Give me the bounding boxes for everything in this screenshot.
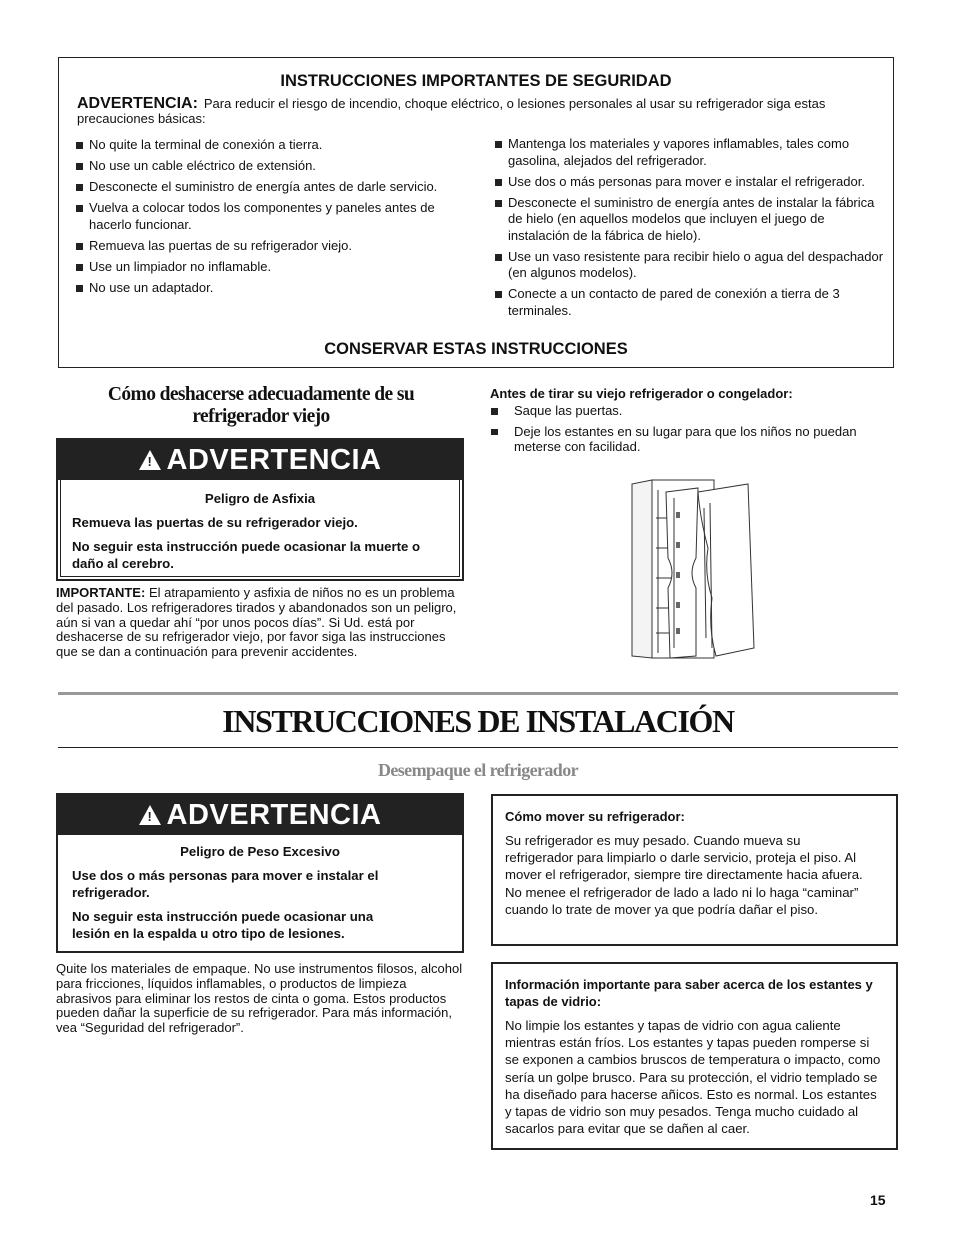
unpack-subtitle: Desempaque el refrigerador [377,760,578,780]
safety-footer: CONSERVAR ESTAS INSTRUCCIONES [324,340,628,358]
important-text: El atrapamiento y asfixia de niños no es un problema del pasado. Los refrigeradores tirados y abandonados son un peligro, aún si van a quedar ahí “por unos pocos días”. Si Ud. está por deshacerse de su refrigerador viejo, por favor siga las instrucciones que se dan a continuación para prevenir accidentes. [56,585,457,660]
warning-lead: ADVERTENCIA: [77,95,198,112]
warning-text: Para reducir el riesgo de incendio, choque eléctrico, o lesiones personales al usar su refrigerador siga estas precauciones básicas: [77,96,826,126]
glass-text: No limpie los estantes y tapas de vidrio con agua caliente mientras están fríos. Los estantes y tapas pueden romperse si se exponen a cambios bruscos de temperatura o impacto, como sería un golpe brusco. Para su protección, el vidrio templado se ha diseñado para hacerse añicos. Esto es normal. Los estantes y tapas de vidrio son muy pesados. Tenga mucho cuidado al sacarlos para evitar que se dañen al caer. [505,1018,881,1137]
warning-line: Remueva las puertas de su refrigerador viejo. [72,515,358,530]
list-item: No use un adaptador. [75,280,475,297]
warning-box-asphyxia [56,438,464,581]
list-item: No use un cable eléctrico de extensión. [75,158,475,175]
list-item: Saque las puertas. [490,404,890,419]
list-item: Use dos o más personas para mover e instalar el refrigerador. [494,174,884,191]
safety-title: INSTRUCCIONES IMPORTANTES DE SEGURIDAD [280,72,672,90]
moving-info-box [491,794,898,946]
section-divider [58,692,898,695]
list-item: Deje los estantes en su lugar para que los niños no puedan meterse con facilidad. [490,425,890,455]
glass-heading: Información importante para saber acerca de los estantes y tapas de vidrio: [505,977,873,1009]
disposal-heading: Cómo deshacerse adecuadamente de su refrigerador viejo [107,384,415,427]
warning-subtitle: Peligro de Asfixia [204,491,316,506]
moving-heading: Cómo mover su refrigerador: [505,809,685,824]
safety-list-left [75,137,475,301]
unpack-paragraph: Quite los materiales de empaque. No use instrumentos filosos, alcohol para fricciones, líquidos inflamables, o productos de limpieza abrasivos para eliminar los restos de cinta o goma. Estos productos pueden dañar la superficie de su refrigerador. Para más información, vea “Seguridad del refrigerador”. [56,961,463,1036]
warning-triangle-icon: ! [139,805,161,825]
list-item: Desconecte el suministro de energía antes de darle servicio. [75,179,475,196]
warning-band [58,440,462,480]
list-item: Use un vaso resistente para recibir hielo o agua del despachador (en algunos modelos). [494,249,884,282]
warning-line: No seguir esta instrucción puede ocasionar una lesión en la espalda u otro tipo de lesiones. [72,909,374,941]
list-item: No quite la terminal de conexión a tierra. [75,137,475,154]
list-item: Mantenga los materiales y vapores inflamables, tales como gasolina, alejados del refrigerador. [494,136,884,169]
list-item: Remueva las puertas de su refrigerador viejo. [75,238,475,255]
page-title: INSTRUCCIONES DE INSTALACIÓN [222,703,734,739]
list-item: Desconecte el suministro de energía antes de instalar la fábrica de hielo (en aquellos modelos que incluyen el juego de instalación de la fábrica de hielo). [494,195,884,245]
warning-band [58,795,462,835]
list-item: Use un limpiador no inflamable. [75,259,475,276]
warning-line: Use dos o más personas para mover e instalar el refrigerador. [72,868,379,900]
warning-triangle-icon: ! [139,450,161,470]
moving-text: Su refrigerador es muy pesado. Cuando mueva su refrigerador para limpiarlo o darle servicio, proteja el piso. Al mover el refrigerador, siempre tire directamente hacia afuera. No menee el refrigerador de lado a lado ni lo haga “caminar” cuando lo trate de mover ya que podría dañar el piso. [505,833,863,917]
safety-instructions-box [58,57,894,368]
warning-subtitle: Peligro de Peso Excesivo [180,844,340,859]
before-disposal-list [490,404,890,460]
page-number: 15 [870,1192,886,1208]
warning-band-label: ADVERTENCIA [166,443,382,476]
warning-band-label: ADVERTENCIA [166,798,382,831]
list-item: Vuelva a colocar todos los componentes y paneles antes de hacerlo funcionar. [75,200,475,233]
warning-body [58,835,462,942]
title-divider [58,747,898,748]
warning-box-weight [56,793,464,953]
important-lead: IMPORTANTE: [56,585,146,600]
important-paragraph [56,586,460,660]
list-item: Conecte a un contacto de pared de conexión a tierra de 3 terminales. [494,286,884,319]
refrigerator-without-doors-illustration [630,478,760,663]
safety-list-right [494,136,884,324]
warning-line: No seguir esta instrucción puede ocasionar la muerte o daño al cerebro. [72,539,421,571]
safety-intro [77,96,877,126]
before-disposal-heading: Antes de tirar su viejo refrigerador o congelador: [490,386,793,401]
glass-shelves-info-box [491,962,898,1150]
